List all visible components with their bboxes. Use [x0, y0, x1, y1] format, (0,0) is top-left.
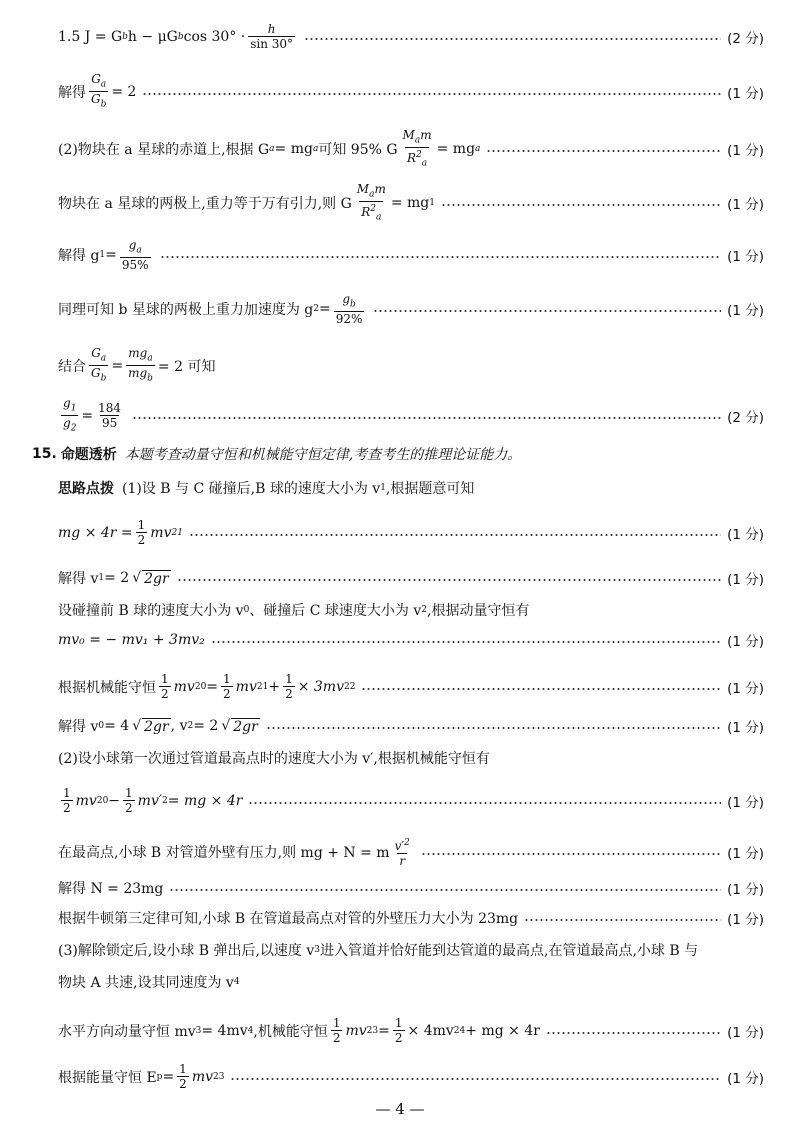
text: = mg × 4r	[167, 792, 243, 809]
text: = 2	[111, 83, 137, 100]
page-number: — 4 —	[375, 1100, 425, 1118]
text: = 4mv	[201, 1022, 248, 1039]
sub: b	[100, 373, 107, 384]
text: mv	[150, 524, 172, 541]
sub: 2	[187, 721, 194, 731]
fraction	[393, 836, 412, 868]
sub: a	[414, 135, 421, 146]
denominator: r	[399, 854, 406, 868]
text: 解得 v	[58, 571, 99, 587]
eq-e5	[58, 716, 764, 736]
denominator	[405, 147, 429, 170]
fraction	[89, 72, 108, 112]
sub: 2	[349, 681, 356, 692]
text: 在最高点,小球 B 对管道外壁有压力,则 mg + N = m	[58, 845, 390, 861]
leader-dots	[524, 919, 721, 921]
denominator	[89, 365, 108, 385]
fraction	[61, 396, 78, 436]
radical-sign: √	[132, 570, 142, 586]
sub: 3	[218, 1071, 225, 1082]
fraction	[123, 786, 135, 815]
eq-equator	[58, 128, 764, 171]
denominator: 95%	[121, 258, 149, 273]
score: (1 分)	[727, 303, 764, 320]
text: =	[81, 407, 94, 424]
text-t3	[58, 940, 698, 960]
fraction	[334, 292, 365, 326]
sub: b	[100, 99, 107, 110]
score: (1 分)	[727, 634, 764, 650]
numerator	[89, 346, 108, 365]
text: cos 30° ·	[183, 28, 246, 45]
text: G	[91, 72, 101, 86]
score: (1 分)	[727, 794, 764, 811]
text: + mg × 4r	[465, 1022, 540, 1039]
text: 可知 95% G	[318, 142, 398, 159]
eq-e8	[58, 878, 764, 898]
sub: a	[269, 144, 275, 155]
text: , v	[170, 718, 188, 734]
text: m	[420, 128, 432, 142]
sup: 2	[213, 1071, 219, 1082]
eq-pole-a	[58, 182, 764, 225]
text: 解得 v	[58, 719, 99, 735]
eq-e2	[58, 568, 764, 588]
denominator	[359, 201, 383, 224]
fraction	[283, 672, 295, 701]
fraction	[177, 1062, 189, 1091]
sub: 0	[243, 605, 250, 615]
text: 1.5 J = G	[58, 28, 123, 45]
text: +	[268, 678, 281, 695]
numerator	[355, 182, 388, 201]
text: 根据能量守恒 E	[58, 1069, 157, 1086]
eq-e9	[58, 908, 764, 928]
denominator	[126, 365, 155, 385]
text: =	[319, 301, 331, 318]
sup: 2	[162, 795, 168, 806]
sub: a	[147, 353, 153, 364]
denominator: 2	[332, 1031, 341, 1045]
score: (1 分)	[727, 143, 764, 160]
sub: b	[350, 299, 356, 310]
text: g	[342, 292, 351, 306]
text: × 4mv	[407, 1022, 454, 1039]
section-label: 思路点拨	[58, 481, 114, 497]
sub: a	[421, 158, 428, 169]
sub: 2	[313, 304, 320, 315]
eq-e3	[58, 630, 764, 650]
fraction	[96, 401, 123, 430]
fraction	[136, 518, 148, 547]
sub: b	[177, 31, 184, 42]
sup: 2	[366, 1025, 373, 1036]
text: M	[402, 128, 415, 142]
score: (1 分)	[727, 197, 764, 214]
fraction	[120, 238, 151, 272]
fraction	[331, 1016, 343, 1045]
radicand: 2gr	[233, 718, 258, 735]
section-label: 命题透析	[60, 447, 117, 463]
text: 根据牛顿第三定律可知,小球 B 在管道最高点对管的外壁压力大小为 23mg	[58, 911, 519, 927]
sub: 1	[177, 527, 183, 538]
text: =	[162, 1068, 175, 1085]
fraction	[221, 672, 233, 701]
sup: 2	[416, 150, 422, 161]
text: mv	[345, 1022, 367, 1039]
fraction	[89, 346, 108, 386]
text: = 4	[104, 718, 130, 734]
sup: 2	[343, 681, 350, 692]
text: × 3mv	[297, 678, 344, 695]
text: g	[63, 416, 71, 431]
sub: a	[369, 189, 375, 200]
eq-e1	[58, 518, 764, 547]
text: = mg	[436, 141, 476, 158]
text: g	[128, 238, 137, 252]
text: M	[356, 182, 370, 196]
text: 水平方向动量守恒 mv	[58, 1023, 196, 1040]
numerator: 1	[63, 786, 71, 800]
text: mg	[128, 346, 148, 360]
text: mg × 4r =	[58, 524, 133, 541]
text: 同理可知 b 星球的两极上重力加速度为 g	[58, 302, 314, 319]
numerator: 1	[332, 1016, 341, 1030]
denominator: 2	[223, 687, 231, 701]
score: (1 分)	[727, 1024, 764, 1041]
text: ,根据动量守恒有	[427, 603, 530, 619]
fraction	[159, 672, 171, 701]
numerator: 1	[179, 1062, 187, 1076]
sub: 3	[372, 1025, 379, 1036]
text: 解得 N = 23mg	[58, 881, 164, 897]
text: R	[407, 151, 417, 166]
score: (1 分)	[727, 572, 764, 588]
fraction	[248, 22, 295, 51]
text: 、碰撞后 C 球速度大小为 v	[249, 603, 422, 619]
denominator: 2	[137, 533, 146, 547]
text: mg	[128, 366, 148, 381]
text: 物块 A 共速,设其同速度为 v	[58, 975, 234, 991]
text: −	[108, 792, 121, 809]
text: =	[378, 1022, 390, 1039]
eq-ratio	[58, 72, 764, 112]
sub: 0	[98, 721, 105, 731]
text: mv	[75, 792, 97, 809]
denominator: 2	[179, 1077, 187, 1091]
sub: 1	[98, 573, 105, 583]
leader-dots	[373, 310, 721, 312]
sub: a	[136, 245, 142, 256]
sub: a	[376, 212, 382, 223]
sup: 2	[96, 795, 103, 806]
text: R	[361, 205, 371, 220]
text: (1)设 B 与 C 碰撞后,B 球的速度大小为 v	[122, 481, 381, 497]
numerator: 1	[161, 672, 169, 686]
leader-dots	[142, 93, 721, 95]
leader-dots	[177, 579, 721, 581]
score: (1 分)	[727, 249, 764, 266]
sub: a	[100, 79, 107, 90]
sup: 2	[453, 1025, 460, 1036]
denominator	[61, 415, 78, 435]
score: (1 分)	[727, 85, 764, 102]
sub: 4	[247, 1025, 254, 1036]
sub: a	[312, 144, 319, 155]
eq-final-ratio	[58, 396, 764, 436]
score: (1 分)	[727, 680, 764, 697]
numerator	[126, 346, 154, 365]
fraction	[61, 786, 73, 815]
numerator: 1	[137, 518, 146, 532]
radicand: 2gr	[144, 570, 169, 587]
sub: 3	[314, 945, 321, 955]
eq-e6	[58, 786, 764, 815]
leader-dots	[546, 1032, 721, 1034]
leader-dots	[441, 204, 721, 206]
text: 解得	[58, 84, 86, 101]
numerator	[393, 836, 412, 853]
leader-dots	[160, 256, 722, 258]
denominator: 2	[394, 1031, 403, 1045]
sub: a	[100, 353, 107, 364]
leader-dots	[132, 417, 721, 419]
denominator	[89, 91, 108, 111]
numerator: h	[267, 22, 276, 36]
text: = 2	[193, 718, 219, 734]
eq-e11	[58, 1062, 764, 1091]
numerator	[340, 292, 357, 311]
score: (1 分)	[727, 720, 764, 736]
leader-dots	[230, 1078, 721, 1080]
sup: 2	[256, 681, 263, 692]
text: =	[105, 247, 117, 264]
sub: 2	[70, 423, 77, 434]
eq-combine	[58, 346, 215, 386]
leader-dots	[304, 38, 721, 40]
numerator	[401, 128, 434, 147]
sub: 1	[70, 403, 77, 414]
text-t1	[58, 600, 529, 620]
sup: 2	[194, 681, 201, 692]
leader-dots	[266, 727, 721, 729]
sup: 2	[370, 204, 377, 215]
numerator	[61, 396, 78, 415]
text: g	[63, 396, 71, 410]
numerator	[89, 72, 108, 91]
denominator: 95	[101, 416, 118, 431]
leader-dots	[421, 853, 721, 855]
text: 设碰撞前 B 球的速度大小为 v	[58, 603, 244, 619]
sub: 0	[200, 681, 207, 692]
leader-dots	[169, 889, 721, 891]
sub: 0	[102, 795, 109, 806]
text: = mg	[274, 141, 313, 158]
numerator	[127, 238, 144, 257]
text: 本题考查动量守恒和机械能守恒定律,考查考生的推理论证能力。	[124, 447, 522, 463]
score: (1 分)	[727, 846, 764, 862]
text: v′	[394, 839, 405, 853]
text: = mg	[390, 195, 430, 212]
fraction	[355, 182, 388, 225]
sup: 2	[404, 838, 410, 848]
score: (1 分)	[727, 526, 764, 543]
sup: 2	[171, 527, 178, 538]
text: mv	[191, 1068, 213, 1085]
text: mv	[173, 678, 195, 695]
q15-title	[32, 444, 521, 464]
text: (2)设小球第一次通过管道最高点时的速度大小为 v′,根据机械能守恒有	[58, 751, 490, 767]
fraction	[401, 128, 434, 171]
sub: 3	[195, 1025, 202, 1036]
score: (1 分)	[727, 1070, 764, 1087]
text: 解得 g	[58, 248, 100, 265]
score: (1 分)	[727, 882, 764, 898]
score: (1 分)	[727, 912, 764, 928]
leader-dots	[486, 150, 721, 152]
text: ,根据题意可知	[385, 481, 475, 497]
leader-dots	[189, 534, 721, 536]
radical-sign: √	[221, 718, 231, 734]
leader-dots	[248, 802, 721, 804]
text-t4	[58, 972, 240, 992]
text: 进入管道并恰好能到达管道的最高点,在管道最高点,小球 B 与	[320, 943, 699, 959]
denominator: sin 30°	[250, 37, 294, 51]
sub: 2	[421, 605, 428, 615]
text: G	[91, 92, 101, 107]
denominator: 2	[161, 687, 169, 701]
sub: b	[147, 373, 153, 384]
text: ,机械能守恒	[253, 1023, 328, 1040]
text: G	[91, 366, 101, 381]
text: = 2	[104, 570, 130, 586]
text: 结合	[58, 358, 86, 375]
sub: 1	[380, 483, 386, 493]
text: = 2 可知	[157, 358, 216, 375]
eq-work-energy	[58, 22, 764, 51]
text: mv₀ = − mv₁ + 3mv₂	[58, 632, 205, 648]
radicand: 2gr	[144, 718, 169, 735]
sub: a	[475, 144, 481, 155]
denominator: 2	[285, 687, 293, 701]
fraction	[393, 1016, 405, 1045]
sub: 1	[429, 198, 435, 209]
sub: b	[122, 31, 128, 42]
sub: 4	[459, 1025, 466, 1036]
numerator: 1	[285, 672, 293, 686]
q15-hint	[58, 478, 474, 498]
fraction	[126, 346, 155, 386]
eq-e10	[58, 1016, 764, 1045]
score: (2 分)	[727, 409, 764, 426]
numerator: 1	[394, 1016, 403, 1030]
leader-dots	[361, 688, 721, 690]
leader-dots	[211, 641, 721, 643]
text: mv′	[137, 792, 163, 809]
score: (2 分)	[727, 30, 764, 47]
text: (3)解除锁定后,设小球 B 弹出后,以速度 v	[58, 943, 315, 959]
numerator: 1	[125, 786, 133, 800]
text: =	[111, 357, 124, 374]
denominator: 92%	[335, 312, 363, 327]
numerator: 1	[223, 672, 231, 686]
eq-e7	[58, 836, 764, 868]
text: =	[206, 678, 219, 695]
radical-sign: √	[132, 718, 142, 734]
text: 根据机械能守恒	[58, 679, 156, 696]
sub: 4	[233, 977, 240, 987]
text: mv	[235, 678, 257, 695]
text: G	[91, 346, 101, 360]
sub: 1	[262, 681, 269, 692]
text: h − μG	[127, 28, 178, 45]
eq-g1	[58, 238, 764, 272]
text: 物块在 a 星球的两极上,重力等于万有引力,则 G	[58, 196, 352, 213]
sub: 1	[99, 250, 106, 261]
denominator: 2	[125, 801, 133, 815]
eq-g2	[58, 292, 764, 326]
eq-e4	[58, 672, 764, 701]
text: m	[374, 182, 386, 196]
denominator: 2	[63, 801, 71, 815]
question-number: 15.	[32, 446, 57, 462]
text-t2	[58, 748, 490, 768]
sub: p	[156, 1071, 163, 1082]
text: (2)物块在 a 星球的赤道上,根据 G	[58, 142, 270, 159]
numerator: 184	[98, 401, 122, 416]
